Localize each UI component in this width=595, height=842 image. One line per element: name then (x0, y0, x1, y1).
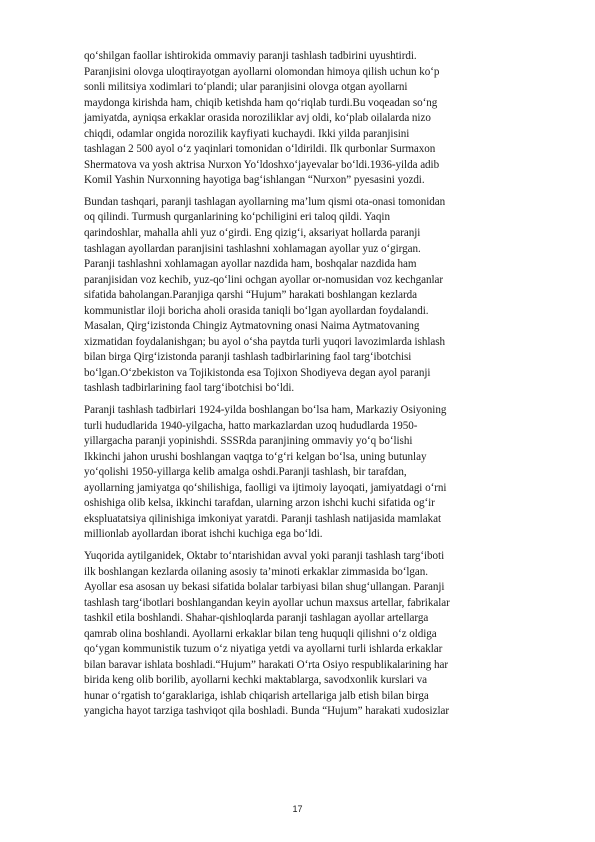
paragraph-4: Yuqorida aytilganidek, Oktabr to‘ntarishidan avval yoki paranji tashlash targ‘iboti ilk boshlangan kezlarda oilaning asosiy ta’minoti erkaklar zimmasida bo‘lgan. Ayollar esa asosan uy bekasi sifatida bolalar tarbiyasi bilan shug‘ullangan. Paranji tashlash targ‘ibotlari boshlangandan keyin ayollar uchun maxsus artellar, fabrikalar tashkil etila boshlandi. Shahar-qishloqlarda paranji tashlagan ayollar artellarga qamrab olina boshlandi. Ayollarni erkaklar bilan teng huquqli qilishni o‘z oldiga qo‘ygan kommunistik tuzum o‘z niyatiga yetdi va ayollarni turli ishlarda erkaklar bilan baravar ishlata boshladi.“Hujum” harakati O‘rta Osiyo respublikalarining har birida keng olib borilib, ayollarni kechki maktablarga, savodxonlik kurslari va hunar o‘rgatish to‘garaklariga, ishlab chiqarish artellariga jalb etish bilan birga yangicha hayot tarziga tashviqot qila boshladi. Bunda “Hujum” harakati xudosizlar (84, 549, 450, 718)
body-text (84, 49, 554, 726)
page-number: 17 (292, 804, 303, 814)
paragraph-2: Bundan tashqari, paranji tashlagan ayollarning ma’lum qismi ota-onasi tomonidan oq qilindi. Turmush qurganlarining ko‘pchiligini eri taloq qildi. Yaqin qarindoshlar, mahalla ahli yuz o‘girdi. Eng qizig‘i, aksariyat hollarda paranji tashlagan ayollardan paranjisini tashlashni xohlamagan ayollar yuz o‘girgan. Paranji tashlashni xohlamagan ayollar nazdida ham, boshqalar nazdida ham paranjisidan voz kechib, yuz-qo‘lini ochgan ayollar or-nomusidan voz kechganlar sifatida baholangan.Paranjiga qarshi “Hujum” harakati boshlangan kezlarda kommunistlar iloji boricha aholi orasida taniqli bo‘lgan ayollardan foydalandi. Masalan, Qirg‘izistonda Chingiz Aytmatovning onasi Naima Aytmatovaning xizmatidan foydalanishgan; bu ayol o‘sha paytda turli yuqori lavozimlarda ishlash bilan birga Qirg‘izistonda paranji tashlash tadbirlarining faol targ‘ibotchisi bo‘lgan.O‘zbekiston va Tojikistonda esa Tojixon Shodiyeva degan ayol paranji tashlash tadbirlarining faol targ‘ibotchisi bo‘ldi. (84, 195, 446, 395)
paragraph-1: qo‘shilgan faollar ishtirokida ommaviy paranji tashlash tadbirini uyushtirdi. Paranjisini olovga uloqtirayotgan ayollarni olomondan himoya qilish uchun ko‘p sonli militsiya xodimlari to‘plandi; ular paranjisini olovga otgan ayollarni maydonga kirishda ham, chiqib ketishda ham qo‘riqlab turdi.Bu voqeadan so‘ng jamiyatda, ayniqsa erkaklar orasida noroziliklar avj oldi, ko‘plab oilalarda nizo chiqdi, odamlar ongida norozilik kayfiyati kuchaydi. Ikki yilda paranjisini tashlagan 2 500 ayol o‘z yaqinlari tomonidan o‘ldirildi. Ilk qurbonlar Surmaxon Shermatova va yosh aktrisa Nurxon Yo‘ldoshxo‘jayevalar bo‘ldi.1936-yilda adib Komil Yashin Nurxonning hayotiga bag‘ishlangan “Nurxon” pyesasini yozdi. (84, 50, 440, 187)
paragraph-3: Paranji tashlash tadbirlari 1924-yilda boshlangan bo‘lsa ham, Markaziy Osiyoning turli hududlarida 1940-yilgacha, hatto markazlardan uzoq hududlarda 1950- yillargacha paranji yopinishdi. SSSRda paranjining ommaviy yo‘q bo‘lishi Ikkinchi jahon urushi boshlangan vaqtga to‘g‘ri kelgan bo‘lsa, uning butunlay yo‘qolishi 1950-yillarga kelib amalga oshdi.Paranji tashlash, bir tarafdan, ayollarning jamiyatga qo‘shilishiga, faolligi va ijtimoiy layoqati, jamiyatdagi o‘rni oshishiga olib kelsa, ikkinchi tarafdan, ularning arzon ishchi kuchi sifatida og‘ir ekspluatatsiya qilinishiga imkoniyat yaratdi. Paranji tashlash natijasida mamlakat millionlab ayollardan iborat ishchi kuchiga ega bo‘ldi. (84, 404, 447, 541)
